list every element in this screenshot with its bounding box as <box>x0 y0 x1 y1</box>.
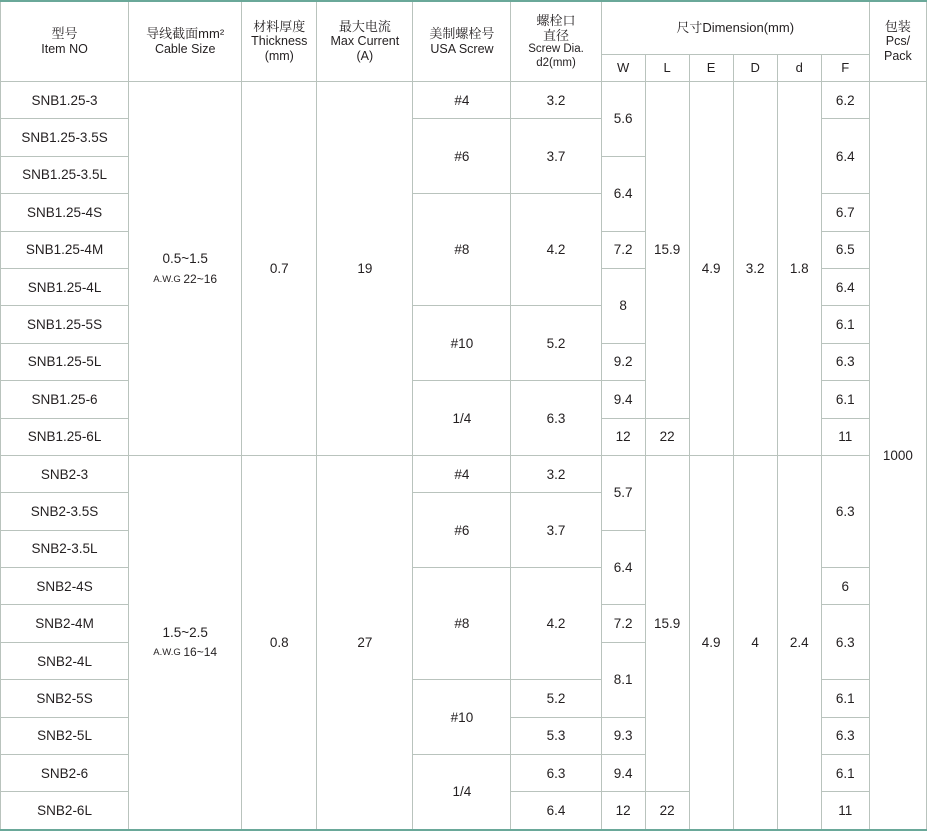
cell-dim-w: 12 <box>601 418 645 455</box>
header-screw-dia-cn: 螺栓口 <box>536 12 576 28</box>
header-dim-l: L <box>645 55 689 82</box>
cell-dim-f: 6.3 <box>821 717 869 754</box>
table-header <box>1 1 927 82</box>
cell-thickness: 0.7 <box>242 82 317 456</box>
cell-item-no: SNB1.25-6L <box>1 418 129 455</box>
cell-item-no: SNB2-6L <box>1 792 129 830</box>
table-body <box>1 82 927 830</box>
header-pack <box>869 1 926 82</box>
cell-item-no: SNB1.25-3.5S <box>1 119 129 156</box>
cell-item-no: SNB2-3.5L <box>1 530 129 567</box>
cell-item-no: SNB2-3.5S <box>1 493 129 530</box>
cell-screw-dia: 6.3 <box>511 755 601 792</box>
cell-dim-w: 7.2 <box>601 605 645 642</box>
cell-screw-dia: 5.2 <box>511 680 601 717</box>
header-screw-dia-en: Screw Dia. <box>528 43 584 56</box>
header-usa-screw-cn: 美制螺栓号 <box>429 26 495 42</box>
cell-item-no: SNB2-4S <box>1 568 129 605</box>
cable-size-awg: A.W.G 22~16 <box>153 271 218 286</box>
cell-usa-screw: #6 <box>413 493 511 568</box>
cell-dim-w: 7.2 <box>601 231 645 268</box>
cable-size-awg: A.W.G 16~14 <box>153 645 218 660</box>
cable-size-value: 0.5~1.5 <box>162 251 208 267</box>
cell-item-no: SNB2-6 <box>1 755 129 792</box>
cell-usa-screw: #4 <box>413 82 511 119</box>
cell-cable-size <box>129 82 242 456</box>
cell-dim-e: 4.9 <box>689 455 733 829</box>
cell-dim-d-lower: 1.8 <box>777 82 821 456</box>
cell-item-no: SNB1.25-4M <box>1 231 129 268</box>
cell-dim-w: 12 <box>601 792 645 830</box>
cell-usa-screw: #10 <box>413 306 511 381</box>
cell-item-no: SNB2-5L <box>1 717 129 754</box>
cell-dim-l: 15.9 <box>645 82 689 419</box>
cell-usa-screw: #6 <box>413 119 511 194</box>
header-max-current-cn: 最大电流 <box>338 19 391 35</box>
cell-dim-f: 6.4 <box>821 119 869 194</box>
header-pack-cn: 包装 <box>884 19 911 35</box>
header-pack-en: Pcs/ <box>885 34 911 49</box>
cell-cable-size <box>129 455 242 829</box>
cell-dim-f: 6.1 <box>821 755 869 792</box>
cell-usa-screw: #10 <box>413 680 511 755</box>
cell-usa-screw: 1/4 <box>413 381 511 456</box>
header-pack-en2: Pack <box>884 49 912 64</box>
cell-dim-d-lower: 2.4 <box>777 455 821 829</box>
cell-dim-w: 9.4 <box>601 381 645 418</box>
header-item-no <box>1 1 129 82</box>
header-screw-dia-en2: d2(mm) <box>536 56 576 69</box>
cell-screw-dia: 3.7 <box>511 493 601 568</box>
cell-dim-f: 6.7 <box>821 194 869 231</box>
header-item-no-en: Item NO <box>41 41 88 56</box>
cell-screw-dia: 5.3 <box>511 717 601 754</box>
header-dim-w: W <box>601 55 645 82</box>
cell-pack-qty: 1000 <box>869 82 926 830</box>
cell-usa-screw: #4 <box>413 455 511 492</box>
header-dim-d-lower: d <box>777 55 821 82</box>
header-usa-screw <box>413 1 511 82</box>
cell-dim-e: 4.9 <box>689 82 733 456</box>
cell-dim-w: 9.4 <box>601 755 645 792</box>
cell-dim-w: 8 <box>601 268 645 343</box>
header-max-current-en: Max Current <box>330 34 400 49</box>
cell-dim-d-upper: 3.2 <box>733 82 777 456</box>
header-thickness-en: Thickness <box>251 34 308 49</box>
cell-dim-f: 6.3 <box>821 605 869 680</box>
cell-dim-f: 6.1 <box>821 381 869 418</box>
cell-screw-dia: 3.2 <box>511 82 601 119</box>
cell-usa-screw: #8 <box>413 568 511 680</box>
cell-dim-w: 6.4 <box>601 530 645 605</box>
header-dimension-group <box>601 1 869 55</box>
cell-dim-w: 9.3 <box>601 717 645 754</box>
cell-dim-w: 6.4 <box>601 156 645 231</box>
cell-dim-w: 8.1 <box>601 642 645 717</box>
cell-dim-f: 6 <box>821 568 869 605</box>
header-item-no-cn: 型号 <box>51 26 78 42</box>
header-screw-dia <box>511 1 601 82</box>
header-thickness <box>242 1 317 82</box>
cell-dim-f: 6.2 <box>821 82 869 119</box>
cell-screw-dia: 4.2 <box>511 194 601 306</box>
cell-item-no: SNB2-4M <box>1 605 129 642</box>
cell-item-no: SNB1.25-5S <box>1 306 129 343</box>
header-dimension-label: 尺寸Dimension(mm) <box>676 20 795 36</box>
cell-item-no: SNB1.25-3 <box>1 82 129 119</box>
cell-dim-f: 6.5 <box>821 231 869 268</box>
cell-dim-l: 22 <box>645 418 689 455</box>
table-row <box>1 455 927 492</box>
cell-dim-d-upper: 4 <box>733 455 777 829</box>
header-thickness-cn: 材料厚度 <box>253 19 306 35</box>
cell-thickness: 0.8 <box>242 455 317 829</box>
cell-item-no: SNB1.25-3.5L <box>1 156 129 193</box>
cell-max-current: 19 <box>317 82 413 456</box>
cell-dim-w: 5.6 <box>601 82 645 157</box>
header-screw-dia-cn2: 直径 <box>543 27 570 43</box>
header-cable-size <box>129 1 242 82</box>
header-max-current-unit: (A) <box>356 49 374 64</box>
cell-screw-dia: 6.4 <box>511 792 601 830</box>
cell-dim-l: 15.9 <box>645 455 689 792</box>
cell-item-no: SNB2-5S <box>1 680 129 717</box>
cable-size-value: 1.5~2.5 <box>162 625 208 641</box>
cell-dim-l: 22 <box>645 792 689 830</box>
cell-screw-dia: 3.2 <box>511 455 601 492</box>
header-dim-e: E <box>689 55 733 82</box>
cell-usa-screw: #8 <box>413 194 511 306</box>
cell-screw-dia: 4.2 <box>511 568 601 680</box>
cell-dim-f: 6.1 <box>821 306 869 343</box>
cell-screw-dia: 3.7 <box>511 119 601 194</box>
header-usa-screw-en: USA Screw <box>430 41 494 56</box>
cell-item-no: SNB1.25-4S <box>1 194 129 231</box>
header-cable-size-cn: 导线截面mm² <box>146 26 225 42</box>
cell-dim-w: 5.7 <box>601 455 645 530</box>
cell-screw-dia: 6.3 <box>511 381 601 456</box>
table-row <box>1 82 927 119</box>
header-max-current <box>317 1 413 82</box>
header-dim-f: F <box>821 55 869 82</box>
cell-item-no: SNB2-3 <box>1 455 129 492</box>
cell-dim-w: 9.2 <box>601 343 645 380</box>
header-thickness-unit: (mm) <box>264 49 294 64</box>
cell-item-no: SNB1.25-6 <box>1 381 129 418</box>
cell-dim-f: 11 <box>821 792 869 830</box>
cell-dim-f: 6.3 <box>821 455 869 567</box>
cell-screw-dia: 5.2 <box>511 306 601 381</box>
cell-max-current: 27 <box>317 455 413 829</box>
cell-dim-f: 11 <box>821 418 869 455</box>
cell-usa-screw: 1/4 <box>413 755 511 830</box>
cell-dim-f: 6.4 <box>821 268 869 305</box>
cell-item-no: SNB1.25-4L <box>1 268 129 305</box>
header-dim-d-upper: D <box>733 55 777 82</box>
cell-dim-f: 6.3 <box>821 343 869 380</box>
cell-item-no: SNB2-4L <box>1 642 129 679</box>
cell-dim-f: 6.1 <box>821 680 869 717</box>
header-cable-size-en: Cable Size <box>154 41 216 56</box>
cell-item-no: SNB1.25-5L <box>1 343 129 380</box>
